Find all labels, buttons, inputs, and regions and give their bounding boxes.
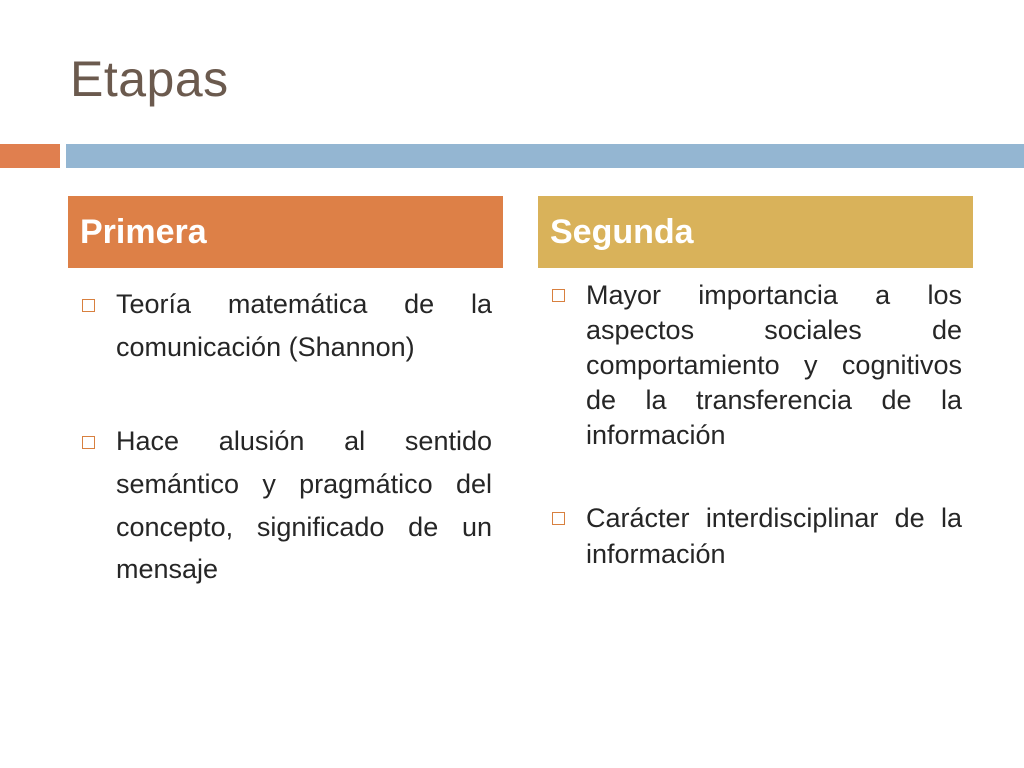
list-item: [538, 501, 962, 571]
column-header-primera: [68, 196, 503, 268]
column-header-label: Primera: [80, 212, 207, 251]
list-item-text: Mayor importancia a los aspectos sociales de comportamiento y cognitivos de la transferencia de la información: [586, 280, 962, 451]
slide-title: Etapas: [70, 51, 229, 107]
column-header-label: Segunda: [550, 212, 694, 251]
list-item-text: Hace alusión al sentido semántico y pragmático del concepto, significado de un mensaje: [116, 426, 492, 585]
list-item: [538, 278, 962, 453]
bullet-list-segunda: [538, 278, 962, 572]
list-item-text: Carácter interdisciplinar de la información: [586, 503, 962, 569]
square-bullet-icon: [552, 289, 565, 302]
square-bullet-icon: [82, 436, 95, 449]
square-bullet-icon: [82, 299, 95, 312]
list-item: [68, 420, 492, 591]
column-header-segunda: [538, 196, 973, 268]
list-item: [68, 283, 492, 368]
square-bullet-icon: [552, 512, 565, 525]
bullet-list-primera: [68, 283, 492, 591]
accent-bar-blue: [66, 144, 1024, 168]
list-item-text: Teoría matemática de la comunicación (Shannon): [116, 289, 492, 362]
accent-bar-orange: [0, 144, 60, 168]
